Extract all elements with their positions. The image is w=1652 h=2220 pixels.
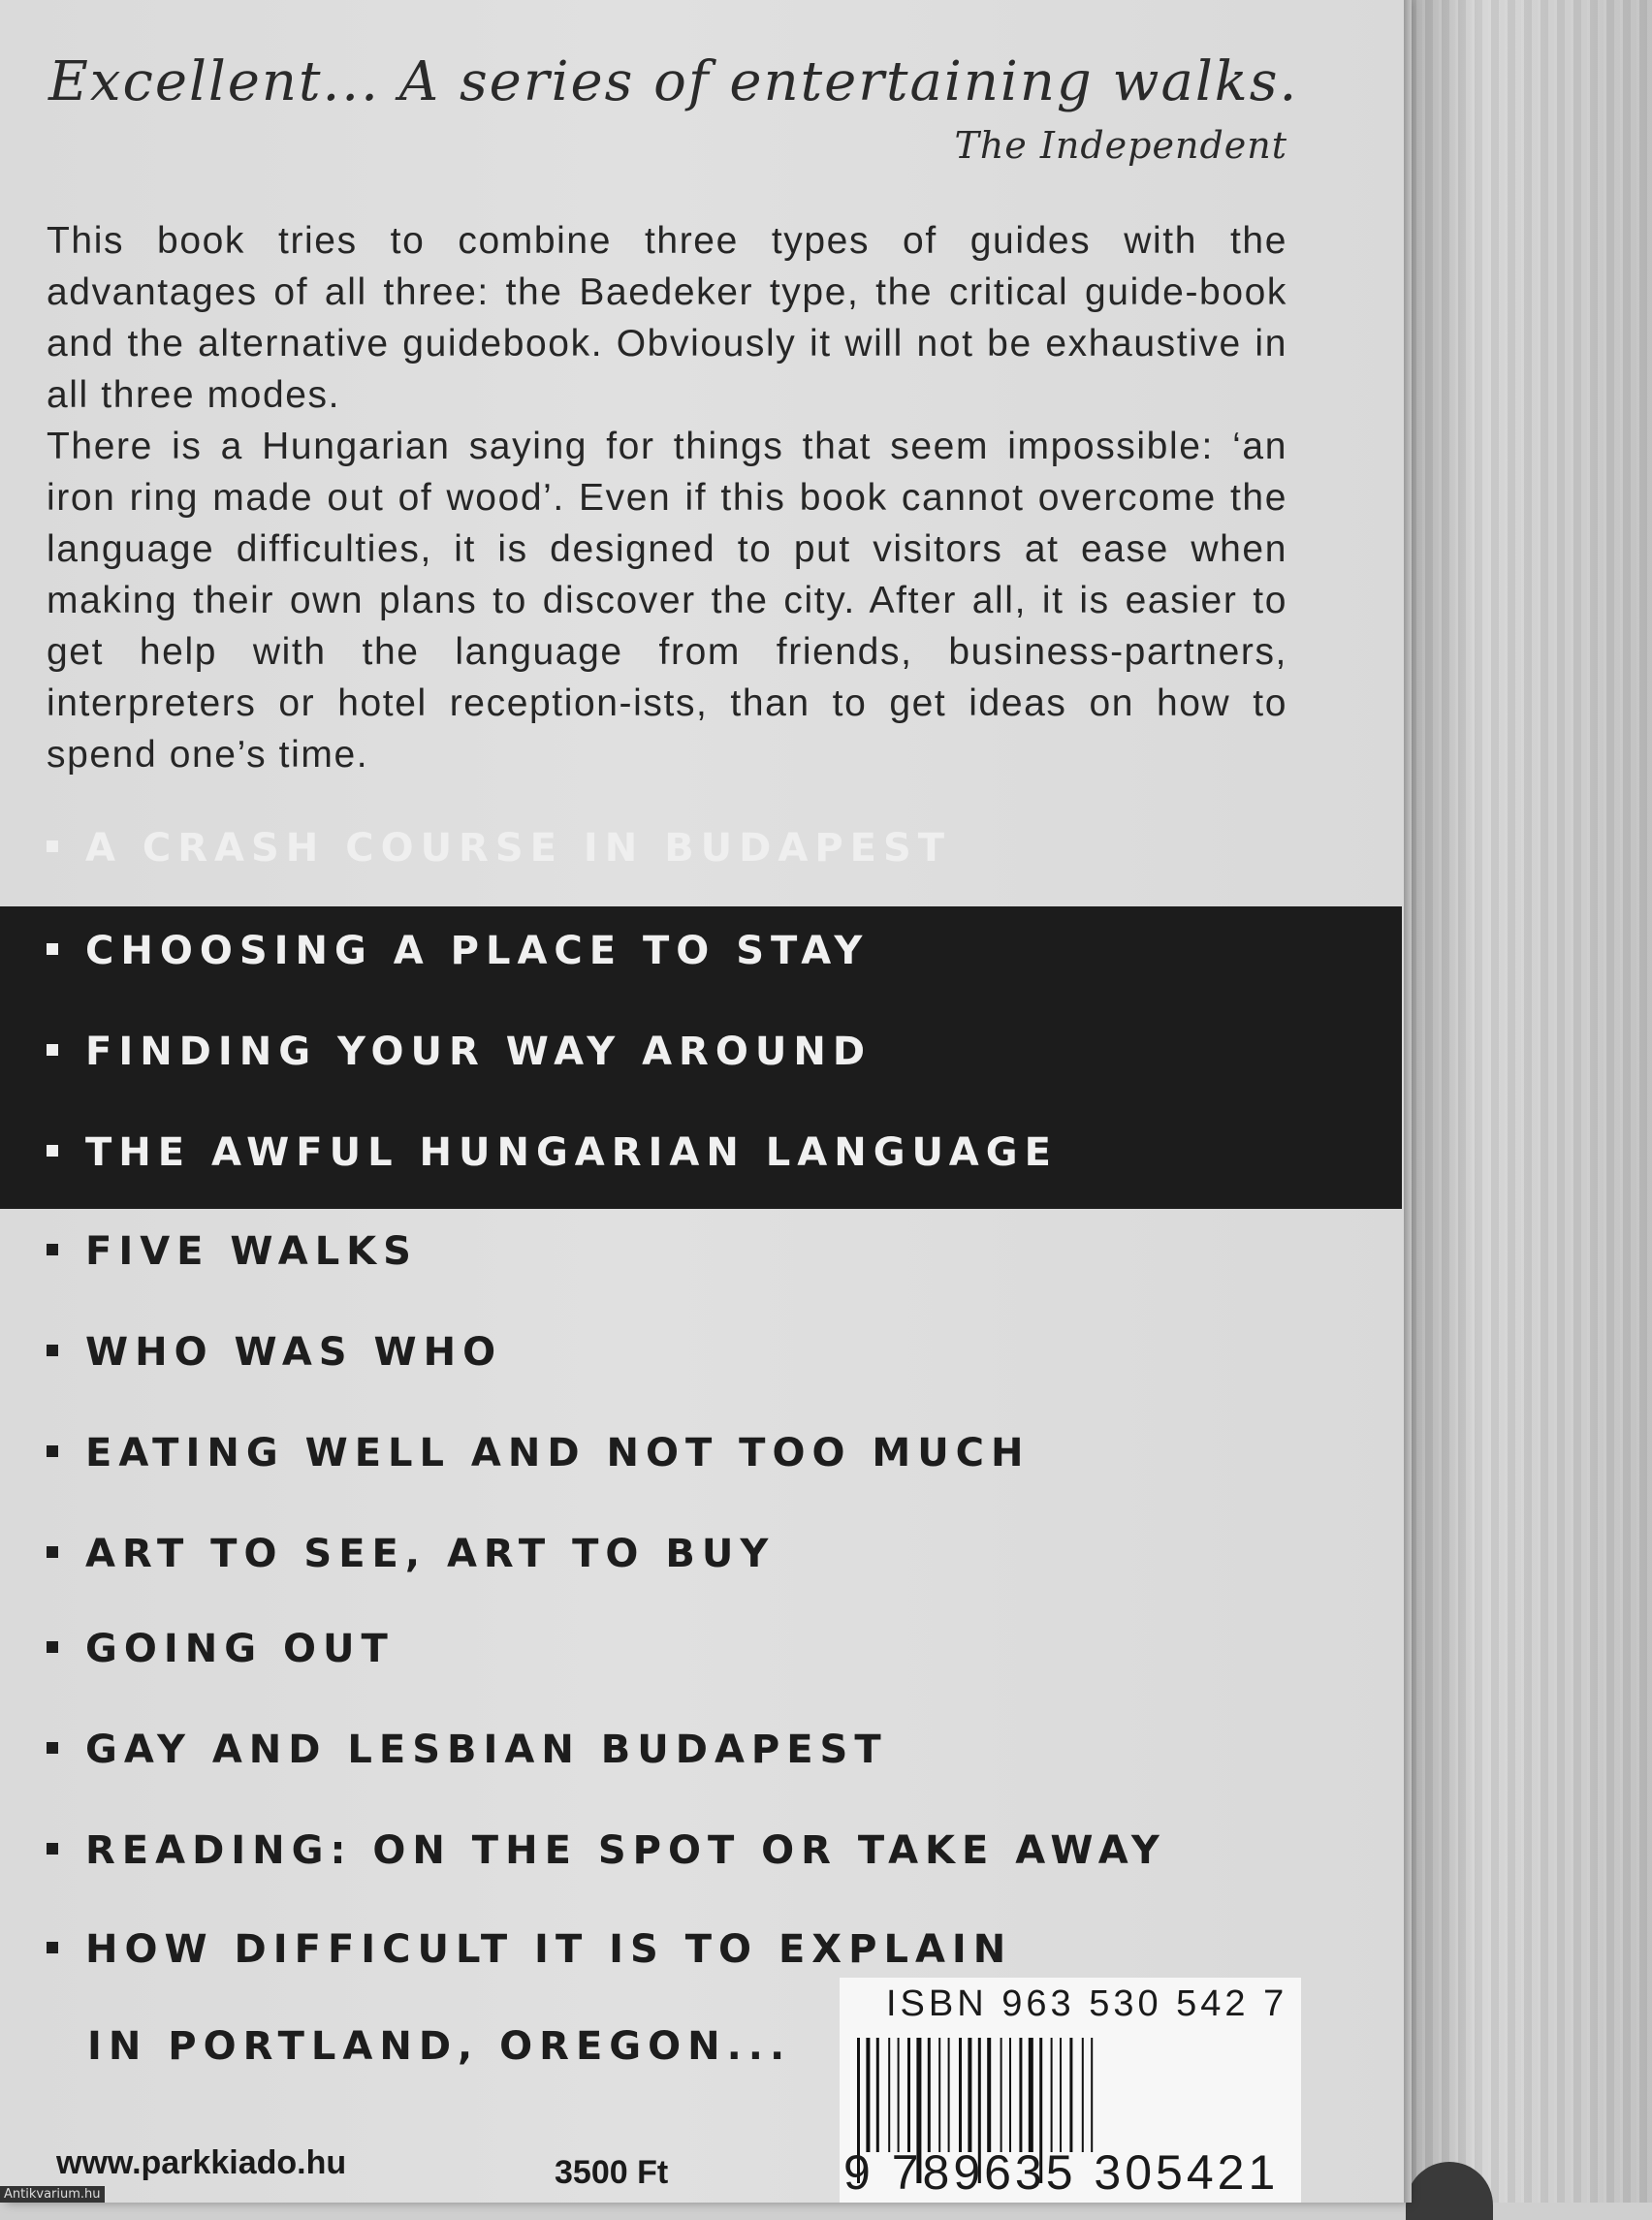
book-blurb <box>47 215 1287 780</box>
bullet-icon <box>47 1145 58 1157</box>
bullet-icon <box>47 840 58 852</box>
topic-art: ART TO SEE, ART TO BUY <box>47 1532 775 1576</box>
review-source: The Independent <box>954 124 1287 167</box>
review-quote: Excellent... A series of entertaining walks. <box>48 50 1299 113</box>
bullet-icon <box>47 1445 58 1457</box>
bullet-icon <box>47 1345 58 1356</box>
topic-who-was-who: WHO WAS WHO <box>47 1330 502 1375</box>
topic-five-walks: FIVE WALKS <box>47 1229 418 1274</box>
bullet-icon <box>47 1641 58 1653</box>
bullet-icon <box>47 943 58 955</box>
bullet-icon <box>47 1742 58 1754</box>
topic-eating: EATING WELL AND NOT TOO MUCH <box>47 1431 1031 1475</box>
isbn-label: ISBN 963 530 542 7 <box>886 1983 1288 2024</box>
blurb-paragraph-1: This book tries to combine three types of guides with the advantages of all three: the Baedeker type, the critical guide-book and the alternative guidebook. Obviously it will not be exhaustive in all three modes. <box>47 220 1287 416</box>
bullet-icon <box>47 1244 58 1255</box>
wooden-surface <box>1406 0 1652 2203</box>
topic-going-out: GOING OUT <box>47 1627 395 1671</box>
topic-portland: IN PORTLAND, OREGON... <box>87 2024 792 2069</box>
bullet-icon <box>47 1942 58 1953</box>
book-price: 3500 Ft <box>555 2154 669 2191</box>
bullet-icon <box>47 1044 58 1056</box>
cover-edge <box>1404 0 1412 2203</box>
topic-language: THE AWFUL HUNGARIAN LANGUAGE <box>47 1130 1058 1175</box>
topic-difficult: HOW DIFFICULT IT IS TO EXPLAIN <box>47 1927 1012 1972</box>
barcode-panel <box>840 1978 1301 2203</box>
watermark: Antikvarium.hu <box>0 2186 105 2203</box>
topic-gay-lesbian: GAY AND LESBIAN BUDAPEST <box>47 1728 888 1772</box>
topic-reading: READING: ON THE SPOT OR TAKE AWAY <box>47 1828 1166 1873</box>
topic-finding-way: FINDING YOUR WAY AROUND <box>47 1030 872 1074</box>
publisher-url: www.parkkiado.hu <box>56 2144 347 2181</box>
topic-place-to-stay: CHOOSING A PLACE TO STAY <box>47 929 869 973</box>
topic-crash-course: A CRASH COURSE IN BUDAPEST <box>47 826 951 871</box>
blurb-paragraph-2: There is a Hungarian saying for things that seem impossible: ‘an iron ring made out of wood’. Even if this book cannot overcome the language difficulties, it is designed to put visitors at ease when making their own plans to discover the city. After all, it is easier to get help with the language from friends, business-partners, interpreters or hotel reception-ists, than to get ideas on how to spend one’s time. <box>47 426 1287 776</box>
bullet-icon <box>47 1843 58 1855</box>
barcode-number: 9 789635 305421 <box>843 2145 1280 2200</box>
bullet-icon <box>47 1546 58 1558</box>
